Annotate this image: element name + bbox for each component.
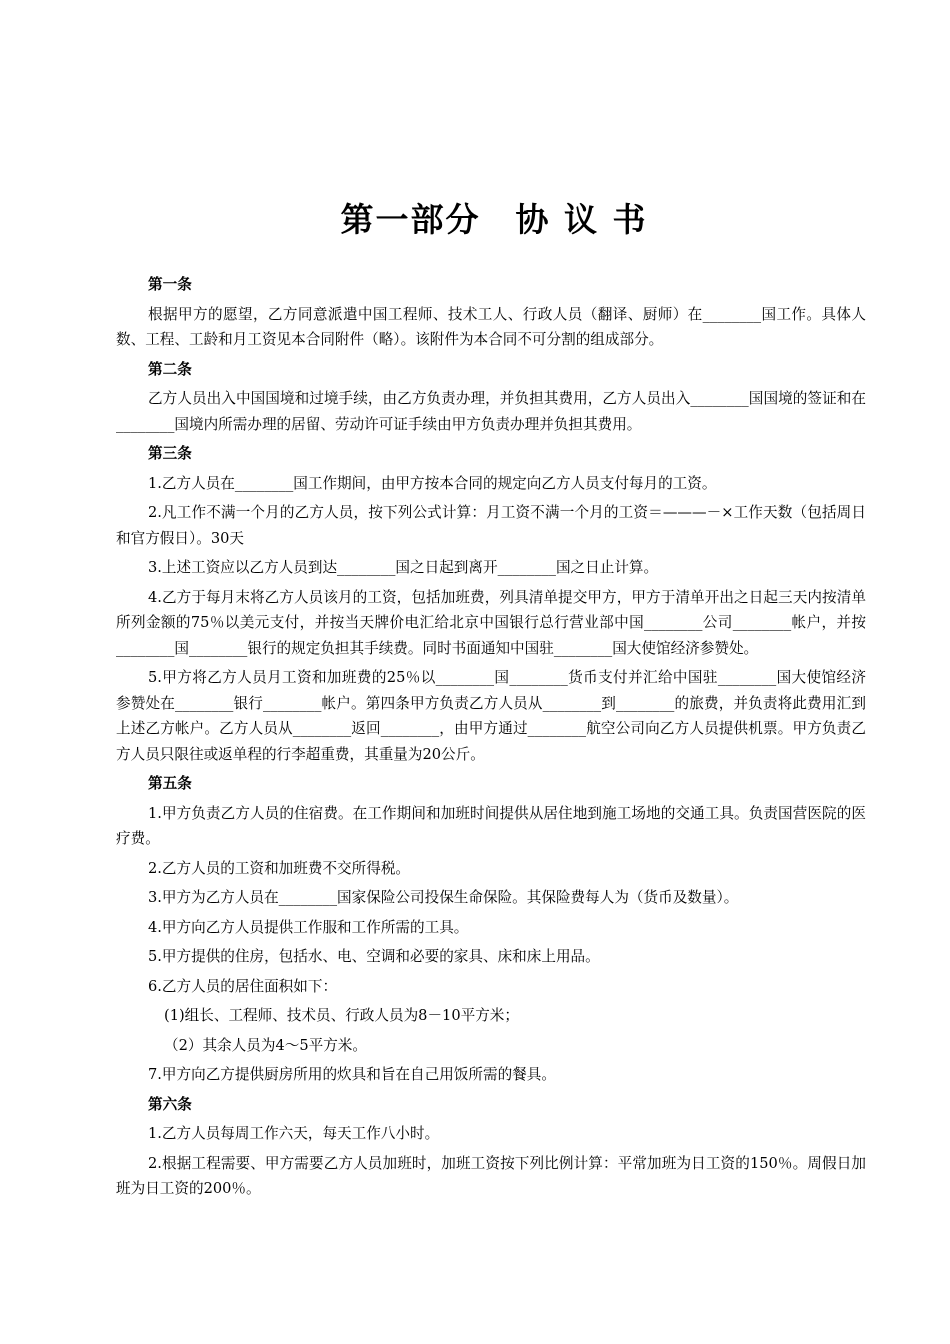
paragraph: 乙方人员出入中国国境和过境手续，由乙方负责办理，并负担其费用，乙方人员出入________国国境的签证和在________国境内所需办理的居留、劳动许可证手续由甲方负责办理并负担其费用。	[116, 390, 866, 433]
article-heading: 第六条	[148, 1095, 192, 1113]
paragraph: 4.甲方向乙方人员提供工作服和工作所需的工具。	[148, 918, 469, 936]
document-body	[116, 272, 866, 1202]
article-heading: 第一条	[148, 276, 192, 293]
paragraph: 2.根据工程需要、甲方需要乙方人员加班时，加班工资按下列比例计算：平常加班为日工资的150％。周假日加班为日工资的200％。	[116, 1154, 866, 1197]
article-heading: 第五条	[148, 775, 192, 792]
paragraph: 3.上述工资应以乙方人员到达________国之日起到离开________国之日止计算。	[148, 559, 659, 576]
paragraph: 1.乙方人员在________国工作期间，由甲方按本合同的规定向乙方人员支付每月的工资。	[148, 474, 717, 492]
paragraph: 6.乙方人员的居住面积如下：	[148, 977, 338, 995]
paragraph: 3.甲方为乙方人员在________国家保险公司投保生命保险。其保险费每人为（货币及数量）。	[148, 889, 739, 906]
paragraph: 5.甲方提供的住房，包括水、电、空调和必要的家具、床和床上用品。	[148, 948, 600, 965]
paragraph: 根据甲方的愿望，乙方同意派遣中国工程师、技术工人、行政人员（翻译、厨师）在________国工作。具体人数、工程、工龄和月工资见本合同附件（略）。该附件为本合同不可分割的组成部分。	[116, 305, 866, 348]
article-heading: 第二条	[148, 360, 192, 378]
paragraph: 5.甲方将乙方人员月工资和加班费的25％以________国________货币支付并汇给中国驻________国大使馆经济参赞处在________银行________帐户。第四条甲方负责乙方人员从________到________的旅费，并负责将此费用汇到上述乙方帐户。乙方人员从________返回________，由甲方通过________航空公司向乙方人员提供机票。甲方负责乙方人员只限往或返单程的行李超重费，其重量为20公斤。	[116, 669, 866, 763]
paragraph: 4.乙方于每月末将乙方人员该月的工资，包括加班费，列具清单提交甲方，甲方于清单开出之日起三天内按清单所列金额的75％以美元支付，并按当天牌价电汇给北京中国银行总行营业部中国________公司________帐户，并按________国________银行的规定负担其手续费。同时书面通知中国驻________国大使馆经济参赞处。	[116, 588, 866, 657]
paragraph: (1)组长、工程师、技术员、行政人员为8－10平方米；	[164, 1007, 519, 1024]
paragraph: 1.甲方负责乙方人员的住宿费。在工作期间和加班时间提供从居住地到施工场地的交通工具。负责国营医院的医疗费。	[116, 804, 866, 847]
paragraph: 1.乙方人员每周工作六天，每天工作八小时。	[148, 1125, 440, 1142]
paragraph: （2）其余人员为4～5平方米。	[164, 1036, 367, 1054]
paragraph: 7.甲方向乙方提供厨房所用的炊具和旨在自己用饭所需的餐具。	[148, 1066, 556, 1083]
paragraph: 2.凡工作不满一个月的乙方人员，按下列公式计算：月工资不满一个月的工资＝———－×工作天数（包括周日和官方假日）。30天	[116, 504, 866, 547]
article-heading: 第三条	[148, 445, 192, 462]
page-title: 第一部分 协 议 书	[340, 200, 648, 239]
paragraph: 2.乙方人员的工资和加班费不交所得税。	[148, 859, 411, 877]
